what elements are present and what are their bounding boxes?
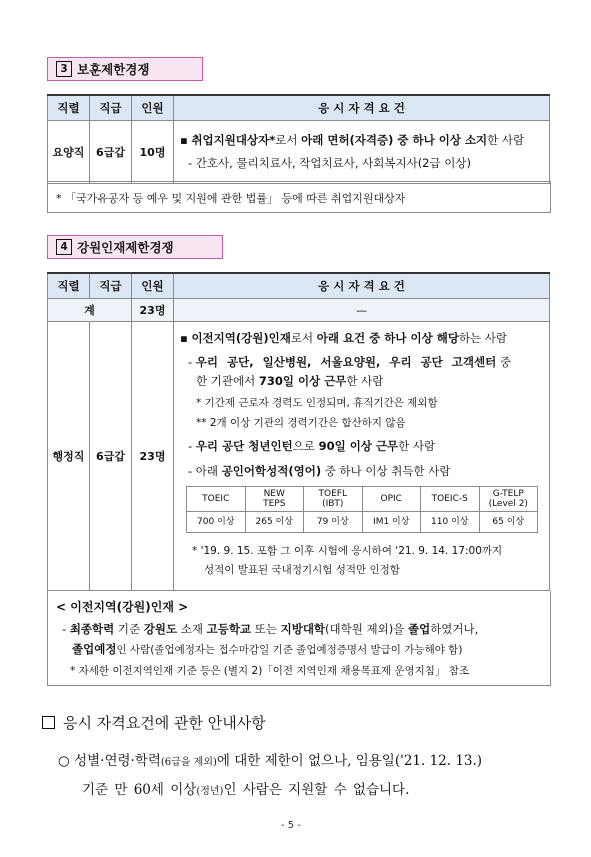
guide-heading: 응시 자격요건에 관한 안내사항	[42, 712, 266, 733]
req-bullet: ▪ 취업지원대상자*로서 아래 면허(자격증) 중 하나 이상 소지한 사람	[180, 133, 525, 147]
requirements-cell	[174, 121, 550, 184]
col-series: 직렬	[48, 273, 90, 299]
note-line-3: * 자세한 이전지역인재 기준 등은 (별지 2)「이전 지역인재 채용목표제 운영지침」 참조	[70, 665, 470, 677]
score-value: IM1 이상	[362, 512, 421, 533]
score-value: 110 이상	[421, 512, 480, 533]
req-line-6: - 우리 공단 청년인턴으로 90일 이상 근무한 사람	[188, 439, 436, 453]
section3-title: 보훈제한경쟁	[77, 62, 150, 77]
count-cell: 23명	[132, 322, 174, 591]
section3-number: 3	[56, 61, 72, 77]
score-head: TOEIC-S	[421, 487, 480, 512]
note-title: < 이전지역(강원)인재 >	[56, 600, 189, 614]
col-series: 직렬	[48, 95, 90, 121]
score-head: NEW TEPS	[245, 487, 304, 512]
score-head: TOEFL (IBT)	[304, 487, 363, 512]
section4-heading	[47, 235, 223, 259]
section3-table	[47, 94, 550, 184]
requirements-cell	[174, 322, 550, 591]
req-note-2: 성적이 발표된 국내정기시험 성적만 인정함	[204, 564, 400, 576]
section4-table	[47, 272, 550, 591]
req-line-1: ▪ 이전지역(강원)인재로서 아래 요건 중 하나 이상 해당하는 사람	[180, 331, 508, 345]
req-line-7: - 아래 공인어학성적(영어) 중 하나 이상 취득한 사람	[188, 464, 451, 478]
col-requirements: 응 시 자 격 요 건	[174, 95, 550, 121]
total-label: 계	[48, 299, 132, 322]
req-line-3: 한 기관에서 730일 이상 근무한 사람	[196, 374, 384, 388]
guide-line-1: ○ 성별·연령·학력(6급을 제외)에 대한 제한이 없으나, 임용일('21. 12. 13.)	[58, 753, 483, 769]
section3-footnote: * 「국가유공자 등 예우 및 지원에 관한 법률」 등에 따른 취업지원대상자	[56, 192, 406, 205]
req-note-1: * '19. 9. 15. 포함 그 이후 시험에 응시하여 '21. 9. 14. 17:00까지	[192, 545, 503, 557]
grade-cell: 6급갑	[90, 121, 132, 184]
req-line-2: - 우리 공단, 일산병원, 서울요양원, 우리 공단 고객센터 중	[188, 355, 511, 369]
guide-line-2: 기준 만 60세 이상(정년)인 사람은 지원할 수 없습니다.	[82, 782, 410, 798]
section3-footnote-box	[47, 181, 551, 213]
count-cell: 10명	[132, 121, 174, 184]
square-icon	[42, 716, 55, 729]
language-score-table	[186, 486, 538, 533]
total-count: 23명	[132, 299, 174, 322]
score-value: 700 이상	[187, 512, 246, 533]
col-count: 인원	[132, 95, 174, 121]
page-number: - 5 -	[281, 820, 301, 831]
req-sub: - 간호사, 물리치료사, 작업치료사, 사회복지사(2급 이상)	[188, 156, 471, 170]
total-req: —	[174, 299, 550, 322]
section4-note-box	[47, 591, 551, 686]
col-grade: 직급	[90, 273, 132, 299]
req-line-5: ** 2개 이상 기관의 경력기간은 합산하지 않음	[196, 417, 406, 429]
series-cell: 요양직	[48, 121, 90, 184]
note-line-1: - 최종학력 기준 강원도 소재 고등학교 또는 지방대학(대학원 제외)을 졸업하였거나,	[62, 622, 479, 636]
section4-number: 4	[56, 239, 72, 255]
col-grade: 직급	[90, 95, 132, 121]
score-value: 265 이상	[245, 512, 304, 533]
score-head: OPIC	[362, 487, 421, 512]
score-head: TOEIC	[187, 487, 246, 512]
score-value: 65 이상	[479, 512, 538, 533]
section3-heading	[47, 57, 203, 81]
score-head: G-TELP (Level 2)	[479, 487, 538, 512]
grade-cell: 6급갑	[90, 322, 132, 591]
req-line-4: * 기간제 근로자 경력도 인정되며, 휴직기간은 제외함	[196, 397, 438, 409]
series-cell: 행정직	[48, 322, 90, 591]
score-value: 79 이상	[304, 512, 363, 533]
note-line-2: 졸업예정인 사람(졸업예정자는 접수마감일 기준 졸업예정증명서 발급이 가능해야 함)	[72, 642, 463, 656]
col-count: 인원	[132, 273, 174, 299]
col-requirements: 응 시 자 격 요 건	[174, 273, 550, 299]
section4-title: 강원인재제한경쟁	[77, 240, 174, 255]
